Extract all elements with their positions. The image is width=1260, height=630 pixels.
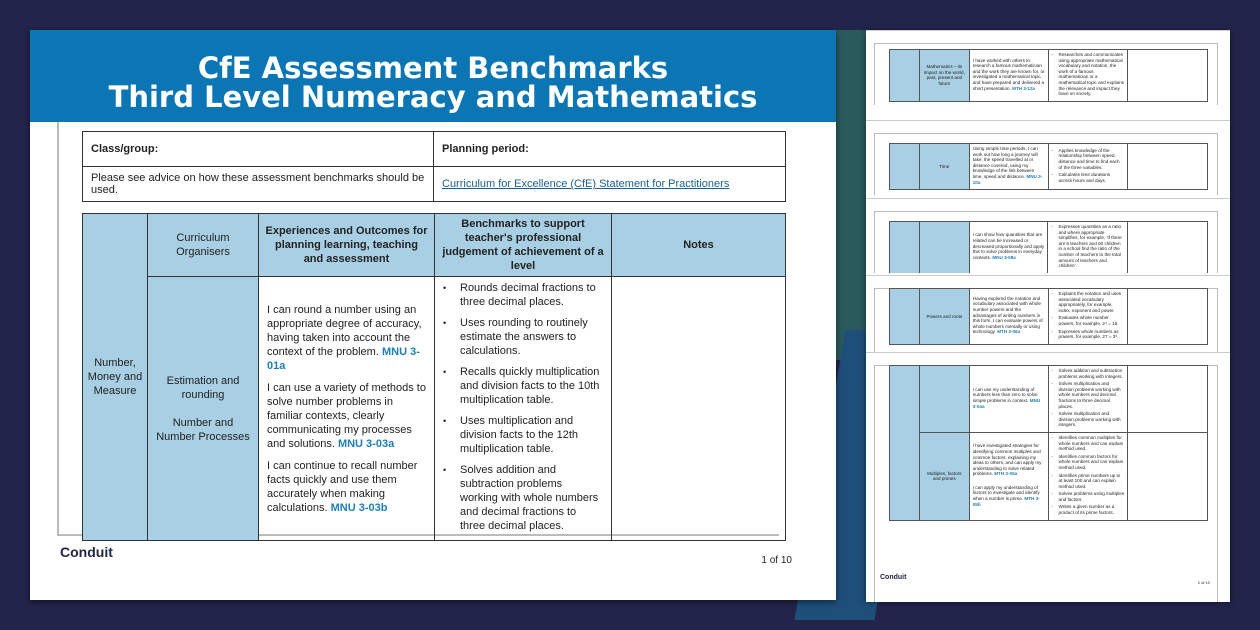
preview-table xyxy=(889,288,1208,345)
table-row xyxy=(890,222,1208,274)
organiser-cell: Mathematics – its impact on the world, past, present and future xyxy=(919,50,969,102)
benchmark-text: Expresses whole numbers as powers, for example, 27 = 3³. xyxy=(1058,328,1119,340)
table-row xyxy=(890,289,1208,345)
practitioners-link[interactable]: Curriculum for Excellence (CfE) Statement for Practitioners xyxy=(442,178,730,190)
benchmark-item: • Uses multiplication and division facts to the 12th multiplication table. xyxy=(435,414,603,456)
benchmark-text: Solves problems using multiples and factors. xyxy=(1058,491,1125,502)
outcome xyxy=(267,381,426,451)
benchmark-item: - Expresses whole numbers as powers, for example, 27 = 3³. xyxy=(1051,328,1119,340)
area-cell xyxy=(890,366,920,521)
benchmark-item: - Solves problems using multiples and factors. xyxy=(1051,491,1125,502)
benchmark-item: - Identifies common factors for whole numbers and can explain method used. xyxy=(1051,453,1124,470)
outcome-code: MNU 3-10a xyxy=(972,173,1043,185)
benchmark-item: - Explains the notation and uses associated vocabulary appropriately, for example, index, exponent and power. xyxy=(1051,291,1122,313)
organiser-cell xyxy=(919,366,969,433)
outcome-cell xyxy=(969,222,1048,274)
benchmarks-cell xyxy=(1048,222,1128,274)
area-cell xyxy=(890,222,920,274)
table-row xyxy=(890,144,1208,190)
preview-table xyxy=(889,49,1208,102)
organiser-cell: Time xyxy=(919,144,969,190)
benchmark-text: Identifies common multiples for whole numbers and can explain method used. xyxy=(1058,434,1124,452)
benchmark-text: Calculates time durations across hours and days. xyxy=(1058,172,1111,183)
outcome-cell xyxy=(969,289,1048,345)
page-slice xyxy=(866,352,1230,602)
area-cell xyxy=(890,289,920,345)
benchmarks-cell xyxy=(435,277,612,541)
outcome-code: MTH 3-05b xyxy=(972,496,1040,507)
benchmark-item: - Solves multiplication and division problems working with integers. xyxy=(1051,411,1121,428)
notes-cell xyxy=(1128,366,1208,433)
outcome-code: MTH 3-12a xyxy=(1012,85,1036,91)
outcome-code: MNU 3-03a xyxy=(337,437,395,450)
benchmark-item: • Recalls quickly multiplication and division facts to the 10th multiplication table. xyxy=(435,365,603,407)
organiser: Estimation and rounding xyxy=(166,374,240,401)
preview-table xyxy=(889,143,1208,190)
page-slice xyxy=(866,275,1230,352)
header-organisers: Curriculum Organisers xyxy=(148,214,259,277)
notes-cell xyxy=(1128,144,1208,190)
table-row xyxy=(890,432,1208,520)
organiser-cell: Multiples, factors and primes xyxy=(919,432,969,520)
outcome-text: I can use a variety of methods to solve number problems in familiar contexts, clearly communicating my processes and solutions. xyxy=(267,381,426,450)
benchmark-item: - Expresses quantities as a ratio and where appropriate simplifies, for example, 'If there are 6 teachers and 60 children in a school find the ratio of the number of teachers to the total amount of teachers and children'. xyxy=(1051,224,1122,269)
benchmark-item: • Solves addition and subtraction problems working with whole numbers and decimal fractions to three decimal places. xyxy=(435,463,603,533)
benchmark-text: Researches and communicates using appropriate mathematical vocabulary and notation, the work of a famous mathematician or a mathematical topic and explains the relevance and impact they have on society. xyxy=(1058,52,1124,97)
conduit-logo: Conduit xyxy=(60,544,113,560)
area-cell xyxy=(890,144,920,190)
outcome-cell xyxy=(969,50,1048,102)
header-outcomes: Experiences and Outcomes for planning learning, teaching and assessment xyxy=(259,214,435,277)
organiser-cell: Powers and roots xyxy=(919,289,969,345)
benchmark-text: Writes a given number as a product of its prime factors. xyxy=(1058,504,1115,516)
outcome-text: I can continue to recall number facts quickly and use them accurately when making calculations. xyxy=(267,459,418,514)
outcomes-cell xyxy=(259,277,435,541)
benchmark-text: Applies knowledge of the relationship between speed, distance and time to find each of the three variables. xyxy=(1058,147,1120,170)
benchmark-text: Solves multiplication and division problems working with integers. xyxy=(1058,411,1121,428)
conduit-logo: Conduit xyxy=(880,574,907,581)
outcome-code: MNU 3-01a xyxy=(267,345,420,372)
title-line-1: CfE Assessment Benchmarks xyxy=(197,51,669,85)
outcome-text: Having explored the notation and vocabulary associated with whole number powers and the advantages of writing numbers in this form, I can evaluate powers of whole numbers mentally or using technology. xyxy=(972,295,1043,335)
outcome-text: I can use my understanding of numbers less than zero to solve simple problems in context. xyxy=(972,386,1038,403)
preview-table xyxy=(889,365,1208,521)
page-number: 1 of 10 xyxy=(761,555,792,566)
benchmark-text: Solves addition and subtraction problems working with integers. xyxy=(1058,368,1123,379)
page-slice xyxy=(866,30,1230,105)
benchmark-text: Identifies common factors for whole numbers and can explain method used. xyxy=(1058,453,1124,470)
planning-period-label: Planning period: xyxy=(434,132,786,167)
outcome-code: MNU 3-03b xyxy=(330,501,388,514)
title-line-2: Third Level Numeracy and Mathematics xyxy=(108,80,758,114)
benchmarks-cell xyxy=(1048,432,1128,520)
table-row xyxy=(890,366,1208,433)
benchmark-item: • Rounds decimal fractions to three decimal places. xyxy=(435,281,603,309)
page-number: 2 of 10 xyxy=(1197,580,1210,585)
benchmark-item: - Solves addition and subtraction problems working with integers. xyxy=(1051,368,1123,379)
benchmark-item: - Evaluates whole number powers, for example, 2⁴ = 16. xyxy=(1051,315,1119,326)
outcome-code: MNU 3-08a xyxy=(992,254,1016,260)
benchmark-item: • Uses rounding to routinely estimate the answers to calculations. xyxy=(435,316,603,358)
notes-cell xyxy=(1128,432,1208,520)
preview-table xyxy=(889,221,1208,273)
notes-cell xyxy=(1128,222,1208,274)
benchmark-item: - Researches and communicates using appropriate mathematical vocabulary and notation, the work of a famous mathematician or a mathematical topic and explains the relevance and impact they have on society. xyxy=(1051,52,1124,97)
benchmarks-cell xyxy=(1048,289,1128,345)
outcome xyxy=(267,303,426,373)
page-header xyxy=(30,30,836,122)
outcome-text: I have worked with others to research a famous mathematician and the work they are known for, or investigated a mathematical topic, and have prepared and delivered a short presentation. xyxy=(972,57,1045,91)
benchmarks-table xyxy=(82,213,786,541)
benchmark-item: - Identifies prime numbers up to at least 100 and can explain method used. xyxy=(1051,472,1121,489)
page-slice xyxy=(866,198,1230,273)
benchmark-text: Evaluates whole number powers, for example, 2⁴ = 16. xyxy=(1058,315,1119,326)
outcome-code: MNU 3-04a xyxy=(972,397,1041,409)
benchmark-text: Identifies prime numbers up to at least 100 and can explain method used. xyxy=(1058,472,1121,489)
benchmark-item: - Solves multiplication and division problems working with whole numbers and decimal fractions to three decimal places. xyxy=(1051,381,1121,409)
benchmark-item: - Identifies common multiples for whole numbers and can explain method used. xyxy=(1051,434,1124,452)
header-notes: Notes xyxy=(612,214,786,277)
class-group-label: Class/group: xyxy=(83,132,434,167)
outcome xyxy=(267,459,426,515)
benchmark-text: Expresses quantities as a ratio and where appropriate simplifies, for example, 'If there are 6 teachers and 60 children in a school find the ratio of the number of teachers to the total amount of teachers and children'. xyxy=(1058,224,1122,269)
curriculum-area: Number, Money and Measure xyxy=(83,214,148,541)
benchmark-text: Solves multiplication and division problems working with whole numbers and decimal fractions to three decimal places. xyxy=(1058,381,1121,409)
benchmarks-cell xyxy=(1048,366,1128,433)
benchmark-item: - Applies knowledge of the relationship between speed, distance and time to find each of the three variables. xyxy=(1051,147,1120,170)
benchmarks-cell xyxy=(1048,144,1128,190)
outcome-text: I can round a number using an appropriate degree of accuracy, having taken into account the context of the problem. xyxy=(267,303,422,358)
area-cell xyxy=(890,50,920,102)
page-slice xyxy=(866,120,1230,195)
notes-cell xyxy=(1128,50,1208,102)
document-page-1 xyxy=(30,30,836,600)
outcome-text: Using simple time periods, I can work out how long a journey will take, the speed travelled at or distance covered, using my knowledge of the link between time, speed and distance. xyxy=(972,146,1038,179)
document-page-2-preview xyxy=(866,30,1230,600)
outcome-code: MTH 3-06a xyxy=(997,329,1021,335)
table-row xyxy=(890,50,1208,102)
benchmarks-cell xyxy=(1048,50,1128,102)
advice-text: Please see advice on how these assessment benchmarks should be used. xyxy=(83,167,434,202)
organiser-cell xyxy=(919,222,969,274)
benchmark-item: - Calculates time durations across hours and days. xyxy=(1051,172,1111,183)
info-table xyxy=(82,131,786,202)
notes-cell[interactable] xyxy=(612,277,786,541)
outcome-text: I have investigated strategies for identifying common multiples and common factors, explaining my ideas to others, and can apply my understanding to solve related problems. xyxy=(972,443,1042,477)
outcome-text: I can apply my understanding of factors to investigate and identify when a number is prime. xyxy=(972,484,1040,502)
notes-cell xyxy=(1128,289,1208,345)
outcome-cell xyxy=(969,432,1048,520)
benchmark-item: - Writes a given number as a product of its prime factors. xyxy=(1051,504,1115,516)
outcome-cell xyxy=(969,144,1048,190)
benchmark-text: Explains the notation and uses associated vocabulary appropriately, for example, index, exponent and power. xyxy=(1058,291,1122,313)
header-benchmarks: Benchmarks to support teacher's professional judgement of achievement of a level xyxy=(435,214,612,277)
outcome-code: MTH 3-05a xyxy=(994,471,1018,477)
outcome-cell xyxy=(969,366,1048,433)
outcome-text: I can show how quantities that are related can be increased or decreased proportionally and apply this to solve problems in everyday contexts. xyxy=(972,232,1045,260)
organisers-cell xyxy=(148,277,259,541)
organiser: Number and Number Processes xyxy=(156,416,250,443)
